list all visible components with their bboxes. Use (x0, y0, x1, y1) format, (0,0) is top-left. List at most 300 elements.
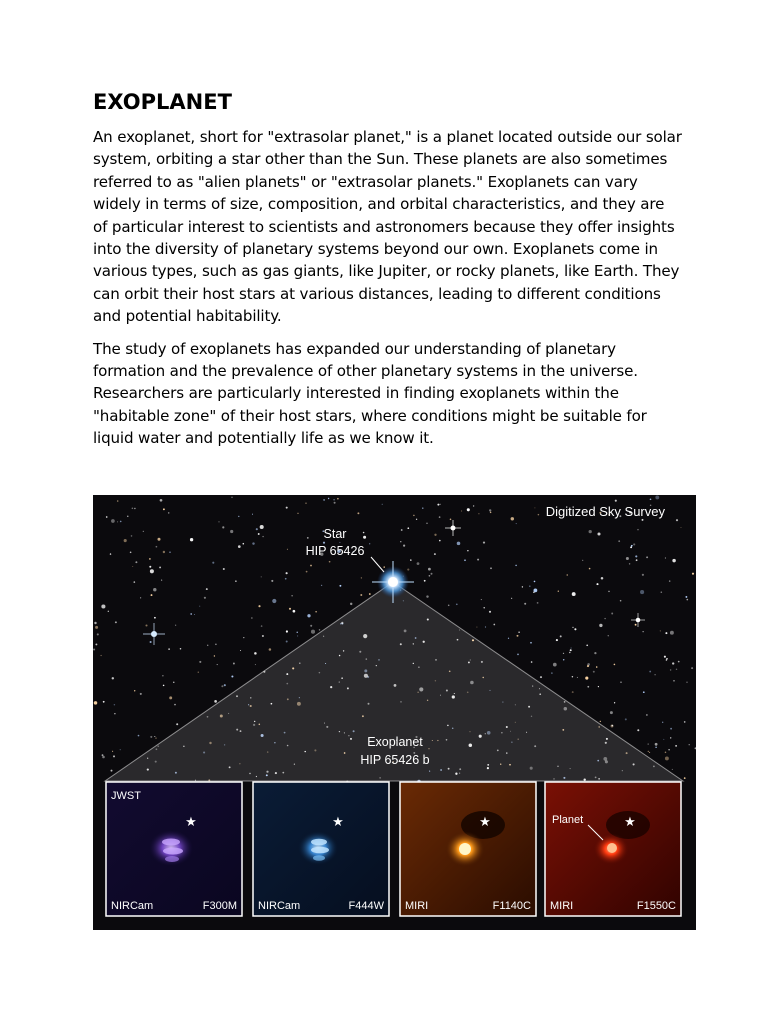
field-star (676, 669, 677, 670)
field-star (636, 559, 638, 561)
field-star (635, 624, 637, 626)
field-star (112, 677, 114, 679)
field-star (637, 729, 639, 731)
field-star (321, 585, 322, 586)
field-star (163, 685, 165, 687)
field-star (660, 630, 661, 631)
field-star (572, 691, 574, 693)
field-star (610, 711, 613, 714)
field-star (673, 680, 675, 682)
field-star (649, 752, 650, 753)
field-star (400, 541, 401, 542)
panel-miri-f1550c (545, 782, 681, 916)
field-star (222, 526, 224, 528)
field-star (661, 591, 663, 593)
field-star (363, 536, 366, 539)
field-star (685, 596, 687, 598)
document-title: EXOPLANET (93, 90, 232, 114)
field-star (413, 515, 415, 517)
field-star (508, 638, 509, 639)
field-star (149, 566, 151, 568)
field-star (252, 542, 254, 544)
field-star (434, 553, 436, 555)
field-star (626, 557, 629, 560)
field-star (572, 592, 576, 596)
field-star (297, 513, 298, 514)
field-star (643, 631, 644, 632)
field-star (672, 559, 675, 562)
field-star (262, 635, 264, 637)
field-star (629, 563, 630, 564)
field-star (665, 557, 666, 558)
field-star (271, 580, 273, 582)
exoplanet-id-label: HIP 65426 b (360, 753, 430, 767)
field-star (218, 521, 219, 522)
field-star (426, 595, 428, 597)
field-star (262, 536, 263, 537)
field-star (643, 691, 645, 693)
field-star (483, 607, 484, 608)
field-star (252, 514, 253, 515)
field-star (569, 652, 570, 653)
field-star (426, 523, 428, 525)
field-star (190, 613, 192, 615)
field-star (287, 549, 288, 550)
field-star (440, 504, 441, 505)
field-star (94, 622, 96, 624)
field-star (194, 614, 195, 615)
field-star (258, 533, 260, 535)
field-star (662, 722, 663, 723)
field-star (618, 540, 620, 542)
panel-filter: F444W (348, 900, 384, 912)
field-star (174, 704, 176, 706)
field-star (176, 723, 178, 725)
field-star (175, 625, 176, 626)
field-star (101, 604, 105, 608)
field-star (637, 529, 639, 531)
field-star (489, 611, 491, 613)
field-star (357, 512, 359, 514)
field-star (112, 751, 113, 752)
field-star (108, 611, 109, 612)
field-star (529, 586, 530, 587)
field-star (286, 572, 288, 574)
field-star (217, 664, 218, 665)
field-star (646, 556, 648, 558)
field-star (382, 504, 383, 505)
field-star (215, 643, 217, 645)
panel-instrument: MIRI (405, 900, 429, 912)
field-star (151, 594, 153, 596)
panel-filter: F1550C (636, 900, 676, 912)
field-star (231, 675, 233, 677)
field-star (206, 588, 208, 590)
field-star (614, 702, 615, 703)
field-star (132, 566, 133, 567)
credit-label: Digitized Sky Survey (545, 504, 665, 519)
field-star (94, 701, 98, 705)
field-star (255, 664, 256, 665)
field-star (286, 640, 288, 642)
field-star (130, 551, 132, 553)
field-star (315, 611, 316, 612)
field-star (589, 530, 592, 533)
field-star (254, 652, 257, 655)
field-star (157, 538, 160, 541)
field-star (231, 497, 233, 499)
field-star (117, 521, 118, 522)
paragraph-study: The study of exoplanets has expanded our understanding of planetary formation and the prevalence of other planetary systems in the universe. Researchers are particularly interested in finding exoplanets within the "habitable zone" of their host stars, where conditions might be suitable for liquid water and potentially life as we know it. (93, 339, 647, 448)
field-star (540, 676, 542, 678)
field-star (150, 736, 152, 738)
field-star (132, 507, 134, 509)
field-star (102, 756, 105, 759)
field-star (333, 499, 335, 501)
field-star (114, 713, 115, 714)
field-star (305, 503, 306, 504)
field-star (207, 645, 208, 646)
field-star (489, 509, 491, 511)
field-star (334, 502, 336, 504)
field-star (111, 519, 115, 523)
field-star (598, 686, 599, 687)
field-star (534, 589, 538, 593)
field-star (238, 516, 239, 517)
field-star (410, 559, 412, 561)
star-marker-icon: ★ (332, 814, 344, 829)
field-star (665, 632, 667, 634)
field-star (563, 653, 564, 654)
field-star (620, 600, 622, 602)
exoplanet-figure (93, 495, 696, 930)
star-marker-icon: ★ (479, 814, 491, 829)
field-star (456, 603, 458, 605)
field-star (311, 630, 315, 634)
field-star (692, 573, 694, 575)
field-star (328, 498, 329, 499)
field-star (493, 624, 495, 626)
field-star (401, 529, 403, 531)
field-star (600, 721, 601, 722)
field-star (199, 606, 200, 607)
field-star (269, 648, 272, 651)
field-star (670, 631, 674, 635)
field-star (457, 542, 461, 546)
field-star (134, 581, 136, 583)
field-star (154, 617, 156, 619)
field-star (416, 519, 417, 520)
field-star (467, 508, 470, 511)
field-star (422, 507, 423, 508)
field-star (115, 621, 117, 623)
field-star (337, 498, 339, 500)
panel-instrument: NIRCam (258, 900, 301, 912)
field-star (135, 561, 137, 563)
field-star (363, 532, 365, 534)
field-star (490, 567, 492, 569)
field-star (310, 625, 312, 627)
field-star (684, 721, 686, 723)
field-star (672, 662, 674, 664)
field-star (214, 655, 215, 656)
star-pointer-line (371, 557, 384, 572)
field-star (261, 625, 263, 627)
field-star (476, 627, 477, 628)
star-marker-icon: ★ (185, 814, 197, 829)
field-star (642, 519, 644, 521)
field-star (538, 514, 540, 516)
field-star (138, 735, 140, 737)
field-star (260, 525, 264, 529)
field-star (293, 610, 296, 613)
field-star (630, 546, 632, 548)
field-star (131, 535, 133, 537)
field-star (120, 749, 121, 750)
field-star (243, 637, 244, 638)
field-star (97, 633, 99, 635)
field-star (168, 648, 170, 650)
field-star (675, 745, 677, 747)
field-star (633, 543, 635, 545)
field-star (574, 628, 576, 630)
field-star (383, 566, 384, 567)
field-star (198, 671, 199, 672)
field-star (297, 632, 298, 633)
planet-label: Planet (552, 814, 584, 826)
field-star (516, 523, 517, 524)
field-star (155, 737, 156, 738)
field-star (668, 749, 669, 750)
field-star (424, 580, 426, 582)
field-star (664, 656, 666, 658)
field-star (551, 672, 552, 673)
field-star (450, 518, 452, 520)
field-star (114, 704, 115, 705)
field-star (608, 591, 610, 593)
field-star (439, 516, 441, 518)
field-star (570, 649, 572, 651)
field-star (473, 505, 474, 506)
field-star (655, 743, 658, 746)
field-star (360, 594, 362, 596)
field-star (650, 498, 652, 500)
field-star (339, 585, 341, 587)
field-star (594, 652, 596, 654)
field-star (615, 500, 617, 502)
field-star (431, 573, 433, 575)
field-star (307, 537, 309, 539)
field-star (286, 507, 288, 509)
star-label: Star (323, 527, 347, 541)
field-star (593, 671, 595, 673)
field-star (689, 744, 690, 745)
field-star (103, 701, 105, 703)
field-star (214, 700, 217, 703)
field-star (530, 642, 532, 644)
field-star (635, 555, 637, 557)
field-star (567, 574, 568, 575)
field-star (120, 521, 122, 523)
field-star (665, 756, 669, 760)
field-star (670, 737, 671, 738)
field-star (687, 599, 689, 601)
field-star (669, 580, 670, 581)
field-star (150, 569, 154, 573)
field-star (556, 639, 558, 641)
field-star (601, 577, 604, 580)
field-star (665, 752, 667, 754)
field-star (585, 677, 588, 680)
panel-instrument: NIRCam (111, 900, 154, 912)
field-star (534, 507, 535, 508)
field-star (221, 685, 223, 687)
field-star (563, 659, 564, 660)
field-star (319, 629, 320, 630)
document-body (93, 88, 683, 460)
field-star (145, 624, 147, 626)
field-star (95, 643, 97, 645)
field-star (323, 499, 325, 501)
field-star (571, 647, 572, 648)
field-star (553, 663, 557, 667)
field-star (511, 517, 514, 520)
panel-instrument: MIRI (550, 900, 574, 912)
field-star (485, 626, 486, 627)
field-star (511, 598, 512, 599)
field-star (212, 562, 214, 564)
field-star (261, 576, 262, 577)
field-star (93, 648, 95, 650)
field-star (587, 665, 589, 667)
field-star (490, 512, 492, 514)
field-star (648, 751, 649, 752)
star-marker-icon: ★ (624, 814, 636, 829)
field-star (297, 635, 298, 636)
field-star (560, 635, 562, 637)
field-star (666, 659, 668, 661)
field-star (608, 635, 609, 636)
panel-nircam-f300m (106, 782, 242, 916)
field-star (515, 565, 517, 567)
panel-filter: F1140C (492, 900, 531, 912)
field-star (437, 504, 439, 506)
field-star (642, 574, 644, 576)
bright-star (631, 613, 645, 627)
field-star (684, 777, 686, 779)
field-star (448, 605, 450, 607)
field-star (95, 626, 98, 629)
field-star (572, 627, 573, 628)
field-star (329, 561, 331, 563)
field-star (522, 586, 523, 587)
field-star (599, 624, 602, 627)
field-star (620, 681, 622, 683)
field-star (691, 667, 693, 669)
field-star (111, 770, 113, 772)
field-star (149, 558, 151, 560)
sky-survey-image (93, 495, 696, 930)
field-star (369, 543, 370, 544)
star-id-label: HIP 65426 (305, 544, 365, 558)
field-star (604, 618, 605, 619)
field-star (369, 593, 371, 595)
field-star (524, 603, 526, 605)
panel-filter: F300M (202, 900, 237, 912)
field-star (655, 746, 657, 748)
field-star (339, 542, 340, 543)
exoplanet-label: Exoplanet (367, 735, 423, 749)
field-star (272, 599, 276, 603)
field-star (350, 603, 352, 605)
field-star (587, 686, 589, 688)
field-star (680, 527, 681, 528)
field-star (518, 631, 519, 632)
field-star (223, 568, 225, 570)
field-star (286, 630, 288, 632)
field-star (243, 543, 245, 545)
field-star (150, 641, 152, 643)
field-star (233, 663, 235, 665)
panel-nircam-f444w (253, 782, 389, 916)
field-star (478, 513, 479, 514)
field-star (180, 648, 182, 650)
field-star (199, 661, 201, 663)
field-star (160, 499, 163, 502)
field-star (117, 500, 119, 502)
field-star (159, 566, 161, 568)
field-star (156, 546, 158, 548)
field-star (124, 539, 127, 542)
field-star (101, 655, 102, 656)
field-star (586, 644, 588, 646)
field-star (163, 508, 165, 510)
field-star (649, 671, 651, 673)
panel-miri-f1140c (400, 782, 536, 916)
field-star (611, 613, 613, 615)
field-star (434, 534, 436, 536)
field-star (477, 559, 479, 561)
field-star (291, 595, 292, 596)
field-star (640, 590, 644, 594)
field-star (140, 597, 141, 598)
field-star (169, 696, 172, 699)
field-star (461, 511, 462, 512)
field-star (306, 571, 308, 573)
field-star (646, 714, 647, 715)
field-star (190, 538, 193, 541)
field-star (695, 747, 696, 749)
field-star (663, 739, 664, 740)
field-star (596, 583, 598, 585)
field-star (235, 580, 237, 582)
field-star (429, 575, 431, 577)
field-star (678, 661, 680, 663)
field-star (407, 527, 409, 529)
field-star (517, 635, 519, 637)
zoom-cone (105, 582, 683, 781)
field-star (154, 736, 155, 737)
field-star (467, 550, 468, 551)
field-star (596, 666, 598, 668)
field-star (289, 608, 291, 610)
field-star (670, 728, 672, 730)
field-star (113, 755, 115, 757)
field-star (558, 591, 559, 592)
field-star (251, 617, 252, 618)
field-star (163, 551, 165, 553)
field-star (310, 565, 312, 567)
